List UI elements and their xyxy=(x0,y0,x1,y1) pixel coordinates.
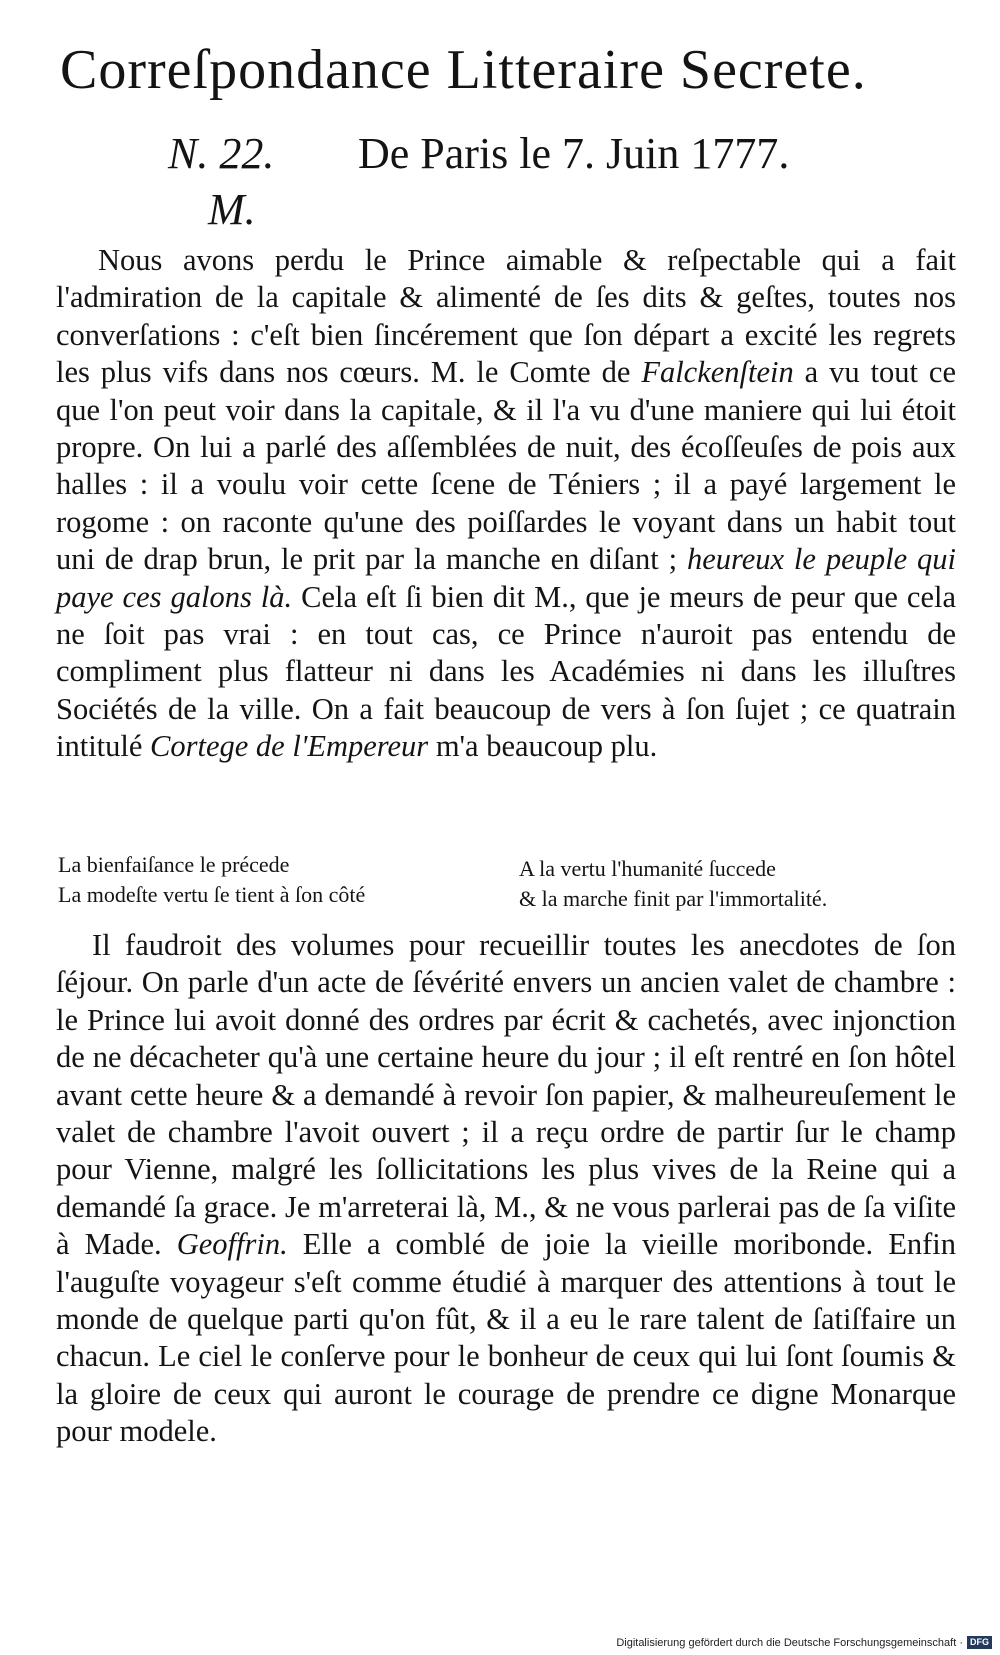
verse-line-3: A la vertu l'humanité ſuccede xyxy=(519,856,776,881)
quatrain xyxy=(56,850,961,920)
digitization-credit xyxy=(616,1636,992,1649)
verse-line-4: & la marche finit par l'immortalité. xyxy=(519,886,828,911)
p1-text-b: a vu tout ce que l'on peut voir dans la capitale, & il l'a vu d'une maniere qui lui étoit propre. On lui a parlé des aſſemblées de nuit, des écoſſeuſes de pois aux halles : il a voulu voir cette ſcene de Téniers ; il a payé largement le rogome : on raconte qu'une des poiſſardes le voyant dans un habit tout uni de drap brun, le prit par la manche en diſant ; xyxy=(56,355,956,577)
p1-text-a: Nous avons perdu le Prince aimable & reſpectable qui a fait l'admiration de la capitale & alimenté de ſes dits & geſtes, toutes nos converſations : c'eſt bien ſincérement que ſon départ a excité les regrets les plus vifs dans nos cœurs. M. le Comte de xyxy=(56,243,956,390)
verse-line-1: La bienfaiſance le précede xyxy=(58,852,290,877)
p1-text-d: m'a beaucoup plu. xyxy=(428,729,658,764)
p1-poem-title: Cortege de l'Empereur xyxy=(150,729,429,764)
p1-name: Falckenſtein xyxy=(641,355,794,390)
p1-text-c: Cela eſt ſi bien dit M., que je meurs de peur que cela ne ſoit pas vrai : en tout cas, ce Prince n'auroit pas entendu de compliment plus flatteur ni dans les Académies ni dans les illuſtres Sociétés de la ville. On a fait beaucoup de vers à ſon ſujet ; ce quatrain intitulé xyxy=(56,579,956,764)
p1-quote: heureux le peuple qui paye ces galons là. xyxy=(56,542,956,614)
p2-name: Geoffrin. xyxy=(176,1227,288,1262)
credit-text: Digitalisierung gefördert durch die Deutsche Forschungsgemeinschaft · xyxy=(616,1636,963,1649)
paragraph-1 xyxy=(56,242,956,766)
paragraph-2 xyxy=(56,927,956,1451)
issue-row xyxy=(0,128,1000,198)
issue-number: N. 22. xyxy=(168,129,275,178)
page-title: Correſpondance Litteraire Secrete. xyxy=(60,39,867,101)
p2-text-a: Il faudroit des volumes pour recueillir toutes les anecdotes de ſon ſéjour. On parle d'un acte de ſévérité envers un ancien valet de chambre : le Prince lui avoit donné des ordres par écrit & cachetés, avec injonction de ne décacheter qu'à une certaine heure du jour ; il eſt rentré en ſon hôtel avant cette heure & a demandé à revoir ſon papier, & malheureuſement le valet de chambre l'avoit ouvert ; il a reçu ordre de partir ſur le champ pour Vienne, malgré les ſollicitations les plus vives de la Reine qui a demandé ſa grace. Je m'arreterai là, M., & ne vous parlerai pas de ſa viſite à Made. xyxy=(56,928,956,1262)
verse-line-2: La modeſte vertu ſe tient à ſon côté xyxy=(58,882,366,907)
salutation: M. xyxy=(208,185,256,234)
p2-text-b: Elle a comblé de joie la vieille moribonde. Enfin l'auguſte voyageur s'eſt comme étudié à marquer des attentions à tout le monde de quelque parti qu'on fût, & il a eu le rare talent de ſatiſfaire un chacun. Le ciel le conſerve pour le bonheur de ceux qui lui ſont ſoumis & la gloire de ceux qui auront le courage de prendre ce digne Monarque pour modele. xyxy=(56,1227,956,1449)
dateline: De Paris le 7. Juin 1777. xyxy=(358,129,790,178)
dfg-logo-icon: DFG xyxy=(967,1636,992,1649)
